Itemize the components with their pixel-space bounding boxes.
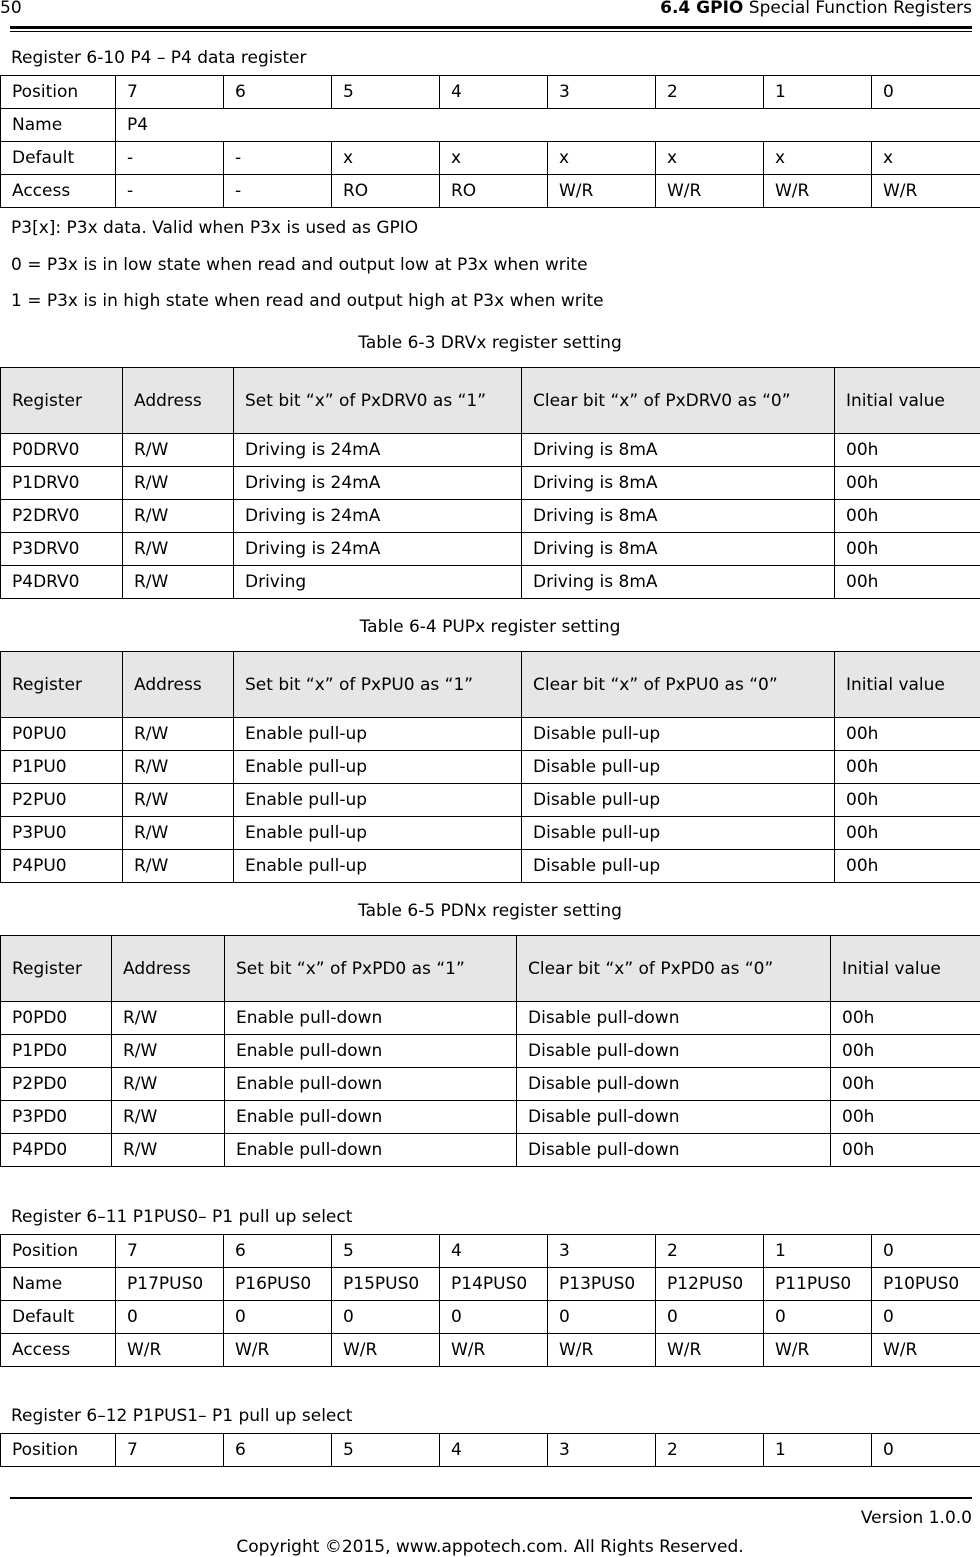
table-cell: 00h — [831, 1101, 980, 1134]
table-row — [1, 1101, 980, 1134]
table-cell: Enable pull-up — [234, 751, 522, 784]
register-p1pus0-caption: Register 6–11 P1PUS0– P1 pull up select — [11, 1207, 353, 1227]
table-cell: P2PD0 — [1, 1068, 112, 1101]
table-cell: Driving — [234, 566, 522, 599]
table-cell: Driving is 8mA — [522, 500, 835, 533]
table-cell: Disable pull-up — [522, 718, 835, 751]
table-cell: R/W — [112, 1002, 225, 1035]
column-header: Address — [123, 368, 234, 434]
table-cell: R/W — [123, 850, 234, 883]
table-cell: R/W — [112, 1068, 225, 1101]
table-row — [1, 566, 980, 599]
table-cell: Enable pull-down — [225, 1134, 517, 1167]
table-cell: 5 — [332, 76, 440, 109]
table-cell: x — [440, 142, 548, 175]
table-row — [1, 142, 980, 175]
table-cell: x — [764, 142, 872, 175]
column-header: Register — [1, 368, 123, 434]
register-p1pus1-table — [0, 1433, 980, 1467]
table-header-row — [1, 936, 980, 1002]
table-pup — [0, 651, 980, 883]
table-cell: 3 — [548, 1235, 656, 1268]
table-row — [1, 1434, 980, 1467]
table-cell: 5 — [332, 1434, 440, 1467]
table-cell: Driving is 24mA — [234, 467, 522, 500]
table-cell: P3DRV0 — [1, 533, 123, 566]
header-rule-thin — [10, 31, 972, 32]
table-row — [1, 175, 980, 208]
table-cell: R/W — [123, 566, 234, 599]
row-label: Access — [1, 1334, 116, 1367]
register-p4-table — [0, 75, 980, 208]
table-row — [1, 434, 980, 467]
column-header: Set bit “x” of PxPU0 as “1” — [234, 652, 522, 718]
table-row — [1, 850, 980, 883]
column-header: Register — [1, 652, 123, 718]
section-title-rest: Special Function Registers — [748, 0, 972, 18]
version-label: Version 1.0.0 — [860, 1508, 972, 1528]
row-label: Name — [1, 109, 116, 142]
table-cell: W/R — [764, 1334, 872, 1367]
table-cell: Disable pull-down — [517, 1101, 831, 1134]
table-cell: Enable pull-up — [234, 784, 522, 817]
table-cell: 00h — [835, 850, 980, 883]
table-cell: 00h — [835, 566, 980, 599]
table-row — [1, 1301, 980, 1334]
table-row — [1, 76, 980, 109]
table-cell: Disable pull-down — [517, 1134, 831, 1167]
table-cell: P10PUS0 — [872, 1268, 980, 1301]
column-header: Initial value — [835, 368, 980, 434]
table-cell: P1PD0 — [1, 1035, 112, 1068]
table-cell: W/R — [872, 1334, 980, 1367]
table-row — [1, 109, 980, 142]
table-cell: 0 — [872, 1434, 980, 1467]
table-row — [1, 1035, 980, 1068]
table-cell: 2 — [656, 1434, 764, 1467]
header-rule — [10, 26, 972, 29]
table-cell: R/W — [123, 718, 234, 751]
table-row — [1, 467, 980, 500]
table-cell: 00h — [835, 467, 980, 500]
table-drv — [0, 367, 980, 599]
table-row — [1, 1235, 980, 1268]
table-cell: RO — [332, 175, 440, 208]
table-cell: W/R — [548, 1334, 656, 1367]
table-row — [1, 817, 980, 850]
row-label: Position — [1, 76, 116, 109]
row-label: Position — [1, 1434, 116, 1467]
column-header: Clear bit “x” of PxPU0 as “0” — [522, 652, 835, 718]
table-cell: 4 — [440, 1434, 548, 1467]
table-cell: 6 — [224, 1434, 332, 1467]
table-row — [1, 1068, 980, 1101]
column-header: Clear bit “x” of PxDRV0 as “0” — [522, 368, 835, 434]
table-cell: 6 — [224, 1235, 332, 1268]
row-label: Position — [1, 1235, 116, 1268]
table-cell: W/R — [764, 175, 872, 208]
table-cell: 0 — [548, 1301, 656, 1334]
table-cell: R/W — [112, 1035, 225, 1068]
table-cell: 1 — [764, 76, 872, 109]
column-header: Set bit “x” of PxDRV0 as “1” — [234, 368, 522, 434]
row-label: Name — [1, 1268, 116, 1301]
page-number: 50 — [0, 0, 22, 18]
table-pup-caption: Table 6-4 PUPx register setting — [359, 617, 621, 637]
table-header-row — [1, 652, 980, 718]
table-cell: Driving is 8mA — [522, 566, 835, 599]
table-cell: R/W — [123, 434, 234, 467]
table-cell: - — [224, 142, 332, 175]
table-cell: Enable pull-down — [225, 1035, 517, 1068]
table-cell: W/R — [224, 1334, 332, 1367]
table-row — [1, 718, 980, 751]
table-cell: 00h — [835, 434, 980, 467]
table-cell: 2 — [656, 76, 764, 109]
table-cell: - — [116, 142, 224, 175]
table-cell: x — [872, 142, 980, 175]
table-cell: 4 — [440, 1235, 548, 1268]
table-cell: P12PUS0 — [656, 1268, 764, 1301]
table-cell: 00h — [831, 1134, 980, 1167]
table-cell: Disable pull-down — [517, 1035, 831, 1068]
table-cell: W/R — [656, 1334, 764, 1367]
table-cell: 00h — [831, 1002, 980, 1035]
table-cell: 3 — [548, 1434, 656, 1467]
column-header: Address — [123, 652, 234, 718]
table-cell: Driving is 24mA — [234, 434, 522, 467]
table-cell: P3PD0 — [1, 1101, 112, 1134]
table-cell: P1DRV0 — [1, 467, 123, 500]
table-cell: Enable pull-down — [225, 1101, 517, 1134]
table-cell: P16PUS0 — [224, 1268, 332, 1301]
table-cell: 00h — [835, 533, 980, 566]
row-label: Default — [1, 1301, 116, 1334]
register-p1pus1-caption: Register 6–12 P1PUS1– P1 pull up select — [11, 1406, 353, 1426]
table-cell: P4DRV0 — [1, 566, 123, 599]
table-cell: P0PU0 — [1, 718, 123, 751]
table-pdn — [0, 935, 980, 1167]
table-cell: 0 — [656, 1301, 764, 1334]
table-cell: R/W — [112, 1101, 225, 1134]
table-cell: R/W — [112, 1134, 225, 1167]
table-cell: Driving is 8mA — [522, 533, 835, 566]
column-header: Address — [112, 936, 225, 1002]
register-p4-caption: Register 6-10 P4 – P4 data register — [11, 48, 307, 68]
table-cell: Enable pull-up — [234, 817, 522, 850]
table-row — [1, 1134, 980, 1167]
table-cell: 0 — [872, 1235, 980, 1268]
table-cell: 00h — [835, 784, 980, 817]
table-cell: R/W — [123, 784, 234, 817]
table-header-row — [1, 368, 980, 434]
table-cell: R/W — [123, 500, 234, 533]
register-note: 0 = P3x is in low state when read and output low at P3x when write — [11, 255, 588, 275]
table-cell: 4 — [440, 76, 548, 109]
table-cell: 7 — [116, 1235, 224, 1268]
table-pdn-caption: Table 6-5 PDNx register setting — [358, 901, 622, 921]
column-header: Initial value — [835, 652, 980, 718]
table-cell: Driving is 24mA — [234, 533, 522, 566]
table-cell: P11PUS0 — [764, 1268, 872, 1301]
table-cell: P4PD0 — [1, 1134, 112, 1167]
column-header: Set bit “x” of PxPD0 as “1” — [225, 936, 517, 1002]
table-cell: Enable pull-up — [234, 718, 522, 751]
table-cell: 1 — [764, 1434, 872, 1467]
table-cell: 0 — [116, 1301, 224, 1334]
table-cell: Driving is 24mA — [234, 500, 522, 533]
table-cell: Enable pull-down — [225, 1068, 517, 1101]
table-cell: 1 — [764, 1235, 872, 1268]
table-cell: P14PUS0 — [440, 1268, 548, 1301]
register-note: P3[x]: P3x data. Valid when P3x is used as GPIO — [11, 218, 419, 238]
table-cell: 0 — [224, 1301, 332, 1334]
column-header: Register — [1, 936, 112, 1002]
table-cell: Disable pull-down — [517, 1068, 831, 1101]
table-cell: W/R — [656, 175, 764, 208]
table-cell: R/W — [123, 751, 234, 784]
table-cell: W/R — [548, 175, 656, 208]
table-cell: 00h — [831, 1035, 980, 1068]
table-cell: P13PUS0 — [548, 1268, 656, 1301]
table-cell: 00h — [831, 1068, 980, 1101]
table-cell: 00h — [835, 718, 980, 751]
table-cell: 3 — [548, 76, 656, 109]
table-row — [1, 784, 980, 817]
table-cell: x — [656, 142, 764, 175]
row-label: Access — [1, 175, 116, 208]
table-cell: 0 — [440, 1301, 548, 1334]
table-cell: 7 — [116, 1434, 224, 1467]
table-cell: R/W — [123, 533, 234, 566]
section-title — [660, 0, 972, 18]
table-cell: 2 — [656, 1235, 764, 1268]
table-drv-caption: Table 6-3 DRVx register setting — [358, 333, 622, 353]
table-cell: W/R — [332, 1334, 440, 1367]
table-cell: P15PUS0 — [332, 1268, 440, 1301]
table-row — [1, 1002, 980, 1035]
table-cell: P0PD0 — [1, 1002, 112, 1035]
table-cell: 6 — [224, 76, 332, 109]
table-row — [1, 500, 980, 533]
table-cell: 5 — [332, 1235, 440, 1268]
section-title-bold: 6.4 GPIO — [660, 0, 744, 18]
table-cell: P2PU0 — [1, 784, 123, 817]
table-cell: 00h — [835, 500, 980, 533]
table-cell: P3PU0 — [1, 817, 123, 850]
table-row — [1, 751, 980, 784]
table-cell: W/R — [872, 175, 980, 208]
table-cell: P0DRV0 — [1, 434, 123, 467]
table-row — [1, 1268, 980, 1301]
column-header: Initial value — [831, 936, 980, 1002]
table-cell: Disable pull-up — [522, 784, 835, 817]
table-cell: 0 — [872, 1301, 980, 1334]
register-p1pus0-table — [0, 1234, 980, 1367]
table-cell: x — [332, 142, 440, 175]
table-cell: P17PUS0 — [116, 1268, 224, 1301]
table-cell: R/W — [123, 467, 234, 500]
table-cell: 00h — [835, 751, 980, 784]
table-cell: Driving is 8mA — [522, 467, 835, 500]
table-cell: 0 — [764, 1301, 872, 1334]
column-header: Clear bit “x” of PxPD0 as “0” — [517, 936, 831, 1002]
table-cell: R/W — [123, 817, 234, 850]
table-cell: Disable pull-up — [522, 850, 835, 883]
table-cell: x — [548, 142, 656, 175]
table-cell: P2DRV0 — [1, 500, 123, 533]
table-cell: - — [116, 175, 224, 208]
table-cell: Disable pull-down — [517, 1002, 831, 1035]
table-cell: Enable pull-down — [225, 1002, 517, 1035]
table-cell: W/R — [116, 1334, 224, 1367]
table-cell: 7 — [116, 76, 224, 109]
table-cell: 0 — [332, 1301, 440, 1334]
row-label: Default — [1, 142, 116, 175]
table-cell: P4PU0 — [1, 850, 123, 883]
table-cell: Disable pull-up — [522, 817, 835, 850]
table-cell: RO — [440, 175, 548, 208]
register-name: P4 — [116, 109, 980, 142]
table-cell: P1PU0 — [1, 751, 123, 784]
table-cell: W/R — [440, 1334, 548, 1367]
register-note: 1 = P3x is in high state when read and output high at P3x when write — [11, 291, 604, 311]
table-cell: Disable pull-up — [522, 751, 835, 784]
table-row — [1, 1334, 980, 1367]
table-cell: 00h — [835, 817, 980, 850]
copyright-text: Copyright ©2015, www.appotech.com. All Rights Reserved. — [236, 1537, 744, 1557]
table-row — [1, 533, 980, 566]
table-cell: - — [224, 175, 332, 208]
table-cell: Driving is 8mA — [522, 434, 835, 467]
table-cell: 0 — [872, 76, 980, 109]
footer-rule — [10, 1497, 972, 1499]
table-cell: Enable pull-up — [234, 850, 522, 883]
